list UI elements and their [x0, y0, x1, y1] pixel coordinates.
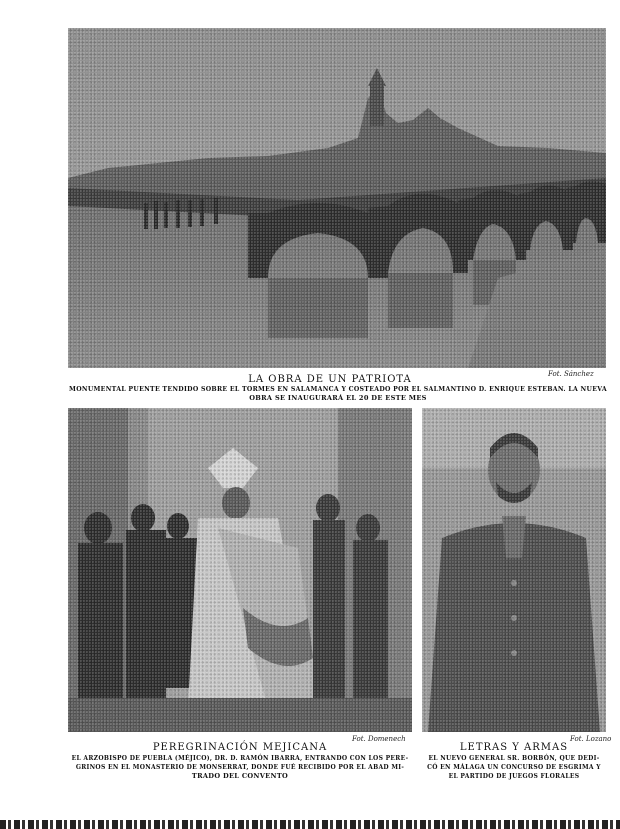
- page-edge-strip: [0, 820, 620, 829]
- right-story-caption-line-1: EL NUEVO GENERAL SR. BORBÓN, QUE DEDI-: [428, 755, 600, 762]
- portrait-photo: [422, 408, 606, 732]
- procession-photo: [68, 408, 412, 732]
- top-story-caption-line-2: OBRA SE INAUGURARÁ EL 20 DE ESTE MES: [249, 394, 427, 402]
- portrait-illustration: [422, 408, 606, 732]
- left-story-caption-line-3: TRADO DEL CONVENTO: [191, 772, 289, 780]
- left-story-caption-line-1: EL ARZOBISPO DE PUEBLA (MÉJICO), DR. D. RAMÓN IBARRA, ENTRANDO CON LOS PERE-: [71, 755, 409, 762]
- bridge-photo-credit: Fot. Sánchez: [548, 370, 594, 378]
- procession-illustration: [68, 408, 412, 732]
- left-story-heading: PEREGRINACIÓN MEJICANA: [152, 742, 328, 753]
- bridge-photo: [68, 28, 606, 368]
- top-story-caption-line-1: MONUMENTAL PUENTE TENDIDO SOBRE EL TORMES EN SALAMANCA Y COSTEADO POR EL SALMANTINO D. ENRIQUE ESTEBAN. LA NUEVA: [69, 386, 607, 393]
- portrait-photo-credit: Fot. Lozano: [570, 735, 612, 743]
- right-story-heading: LETRAS Y ARMAS: [459, 742, 569, 753]
- left-story-caption-line-2: GRINOS EN EL MONASTERIO DE MONSERRAT, DONDE FUÉ RECIBIDO POR EL ABAD MI-: [75, 764, 405, 771]
- right-story-caption-line-2: CÓ EN MÁLAGA UN CONCURSO DE ESGRIMA Y: [427, 764, 601, 771]
- top-story-heading: LA OBRA DE UN PATRIOTA: [248, 374, 412, 385]
- bridge-illustration: [68, 28, 606, 368]
- right-story-caption-line-3: EL PARTIDO DE JUEGOS FLORALES: [448, 773, 580, 780]
- procession-photo-credit: Fot. Domenech: [352, 735, 406, 743]
